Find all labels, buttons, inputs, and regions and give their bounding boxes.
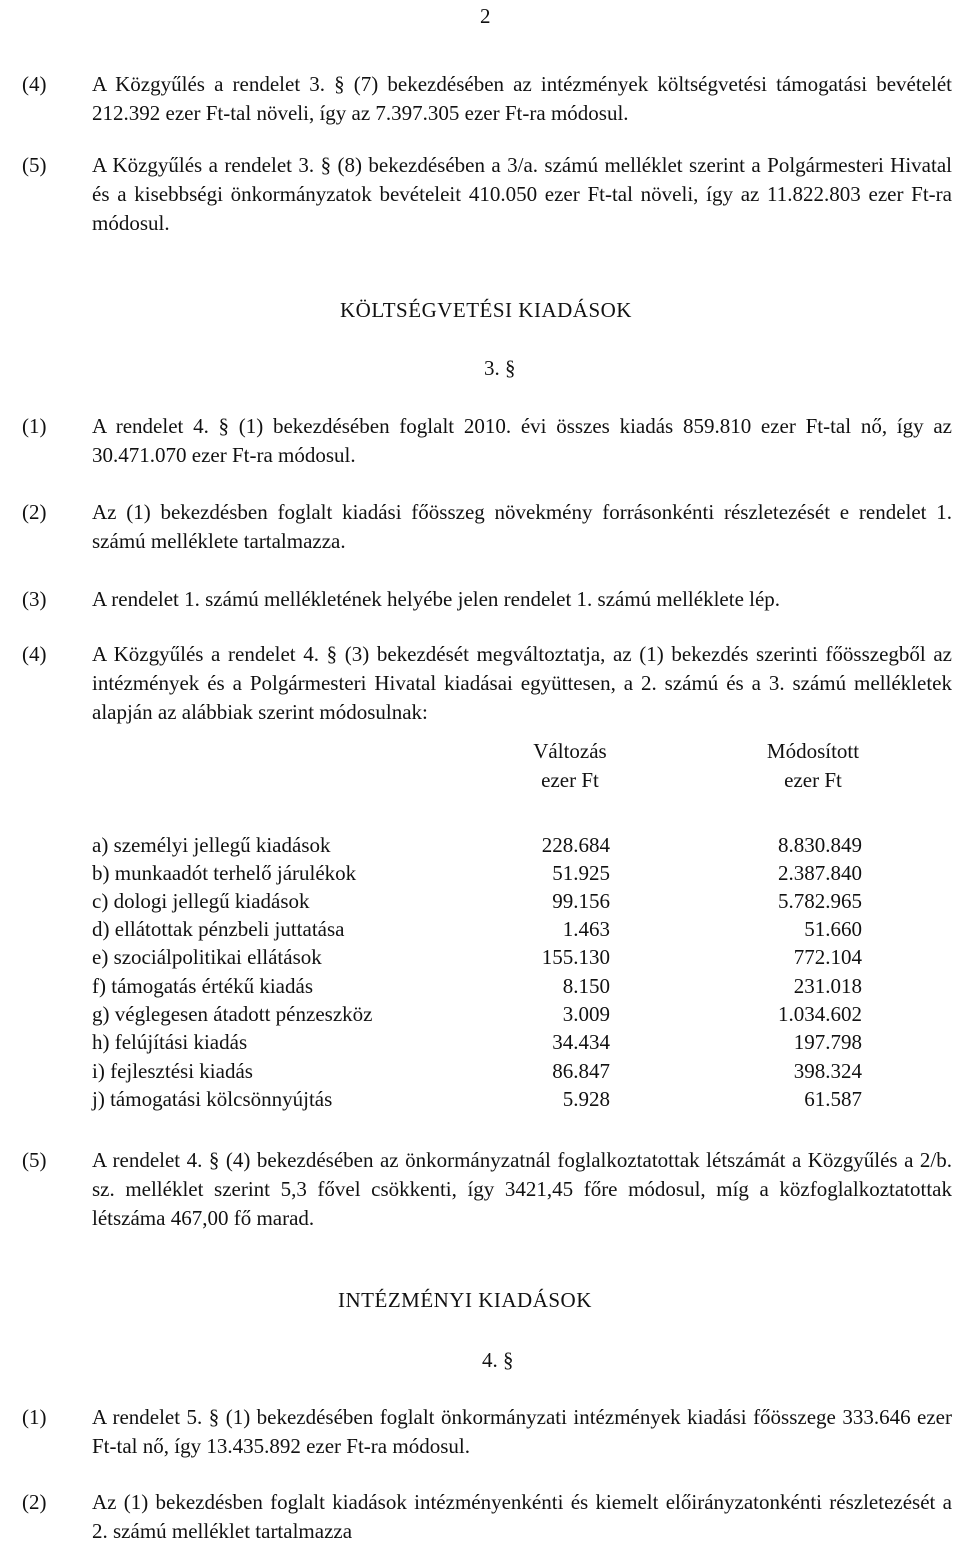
column-header-modified	[733, 737, 893, 795]
section-sign-3: 3. §	[484, 356, 516, 380]
table-row	[92, 1057, 892, 1085]
table-row	[92, 1028, 892, 1056]
section1-paragraph-2	[22, 498, 952, 556]
section-title-intezmenyi-kiadasok: INTÉZMÉNYI KIADÁSOK	[338, 1288, 592, 1312]
column-header-change-line2: ezer Ft	[541, 768, 599, 792]
row-label: c) dologi jellegű kiadások	[92, 889, 310, 913]
paragraph-text: A rendelet 4. § (4) bekezdésében az önkormányzatnál foglalkoztatottak létszámát a Közgyűlés a 2/b. sz. melléklet szerint 5,3 fővel csökkenti, így 3421,45 főre módosul, míg a közfoglalkoztatottak létszáma 467,00 fő marad.	[92, 1148, 952, 1230]
row-modified-value: 8.830.849	[778, 833, 862, 857]
row-modified-value: 772.104	[793, 945, 862, 969]
row-modified-value: 197.798	[793, 1030, 862, 1054]
paragraph-number: (4)	[22, 72, 47, 96]
paragraph-text: A rendelet 5. § (1) bekezdésében foglalt önkormányzati intézmények kiadási főösszege 333.646 ezer Ft-tal nő, így 13.435.892 ezer Ft-ra módosul.	[92, 1405, 952, 1458]
paragraph-text: A Közgyűlés a rendelet 3. § (8) bekezdésében a 3/a. számú melléklet szerint a Polgármesteri Hivatal és a kisebbségi önkormányzatok bevételeit 410.050 ezer Ft-tal növeli, így az 11.822.803 ezer Ft-ra módosul.	[92, 153, 952, 235]
row-label: b) munkaadót terhelő járulékok	[92, 861, 357, 885]
table-row	[92, 859, 892, 887]
table-row	[92, 943, 892, 971]
column-header-modified-line2: ezer Ft	[784, 768, 842, 792]
row-change-value: 34.434	[552, 1030, 610, 1054]
row-label: e) szociálpolitikai ellátások	[92, 945, 322, 969]
row-modified-value: 61.587	[804, 1087, 862, 1111]
section2-paragraph-1	[22, 1403, 952, 1461]
row-label: f) támogatás értékű kiadás	[92, 974, 313, 998]
row-change-value: 1.463	[562, 917, 610, 941]
paragraph-text: A Közgyűlés a rendelet 3. § (7) bekezdésében az intézmények költségvetési támogatási bevételét 212.392 ezer Ft-tal növeli, így az 7.397.305 ezer Ft-ra módosul.	[92, 72, 952, 125]
row-label: i) fejlesztési kiadás	[92, 1059, 253, 1083]
row-change-value: 5.928	[562, 1087, 610, 1111]
row-modified-value: 5.782.965	[778, 889, 862, 913]
table-row	[92, 1000, 892, 1028]
paragraph-number: (1)	[22, 414, 47, 438]
row-modified-value: 51.660	[804, 917, 862, 941]
row-label: g) véglegesen átadott pénzeszköz	[92, 1002, 373, 1026]
row-modified-value: 1.034.602	[778, 1002, 862, 1026]
paragraph-text: A rendelet 1. számú mellékletének helyébe jelen rendelet 1. számú melléklete lép.	[92, 587, 781, 611]
paragraph-number: (1)	[22, 1405, 47, 1429]
paragraph-text: Az (1) bekezdésben foglalt kiadási főösszeg növekmény forrásonkénti részletezését e rendelet 1. számú melléklete tartalmazza.	[92, 500, 952, 553]
row-change-value: 99.156	[552, 889, 610, 913]
page-number: 2	[480, 4, 491, 28]
row-label: j) támogatási kölcsönnyújtás	[92, 1087, 333, 1111]
row-change-value: 8.150	[562, 974, 610, 998]
table-row	[92, 887, 892, 915]
row-change-value: 3.009	[562, 1002, 610, 1026]
section1-paragraph-4	[22, 640, 952, 727]
section1-paragraph-3	[22, 585, 952, 614]
row-modified-value: 398.324	[793, 1059, 862, 1083]
paragraph-text: A Közgyűlés a rendelet 4. § (3) bekezdését megváltoztatja, az (1) bekezdés szerinti főösszegből az intézmények és a Polgármesteri Hivatal kiadásai együttesen, a 2. számú és a 3. számú mellékletek alapján az alábbiak szerint módosulnak:	[92, 642, 952, 724]
paragraph-text: Az (1) bekezdésben foglalt kiadások intézményenkénti és kiemelt előirányzatonkénti részletezését a 2. számú melléklet tartalmazza	[92, 1490, 952, 1543]
paragraph-5-intro	[22, 151, 952, 238]
row-label: a) személyi jellegű kiadások	[92, 833, 331, 857]
section-title-koltsegvetesi-kiadasok: KÖLTSÉGVETÉSI KIADÁSOK	[340, 298, 632, 322]
section1-paragraph-1	[22, 412, 952, 470]
table-row	[92, 915, 892, 943]
paragraph-text: A rendelet 4. § (1) bekezdésében foglalt 2010. évi összes kiadás 859.810 ezer Ft-tal nő, így az 30.471.070 ezer Ft-ra módosul.	[92, 414, 952, 467]
row-modified-value: 2.387.840	[778, 861, 862, 885]
row-change-value: 228.684	[541, 833, 610, 857]
row-change-value: 86.847	[552, 1059, 610, 1083]
table-row	[92, 831, 892, 859]
row-change-value: 155.130	[541, 945, 610, 969]
paragraph-number: (5)	[22, 153, 47, 177]
row-label: h) felújítási kiadás	[92, 1030, 248, 1054]
column-header-change	[490, 737, 650, 795]
paragraph-4-intro	[22, 70, 952, 128]
row-change-value: 51.925	[552, 861, 610, 885]
paragraph-number: (4)	[22, 642, 47, 666]
table-row	[92, 1085, 892, 1113]
section2-paragraph-2	[22, 1488, 952, 1546]
paragraph-number: (2)	[22, 1490, 47, 1514]
row-modified-value: 231.018	[793, 974, 862, 998]
column-header-change-line1: Változás	[533, 739, 607, 763]
paragraph-number: (2)	[22, 500, 47, 524]
section1-paragraph-5	[22, 1146, 952, 1233]
section-sign-4: 4. §	[482, 1348, 514, 1372]
paragraph-number: (5)	[22, 1148, 47, 1172]
row-label: d) ellátottak pénzbeli juttatása	[92, 917, 345, 941]
table-row	[92, 972, 892, 1000]
paragraph-number: (3)	[22, 587, 47, 611]
column-header-modified-line1: Módosított	[766, 739, 860, 763]
